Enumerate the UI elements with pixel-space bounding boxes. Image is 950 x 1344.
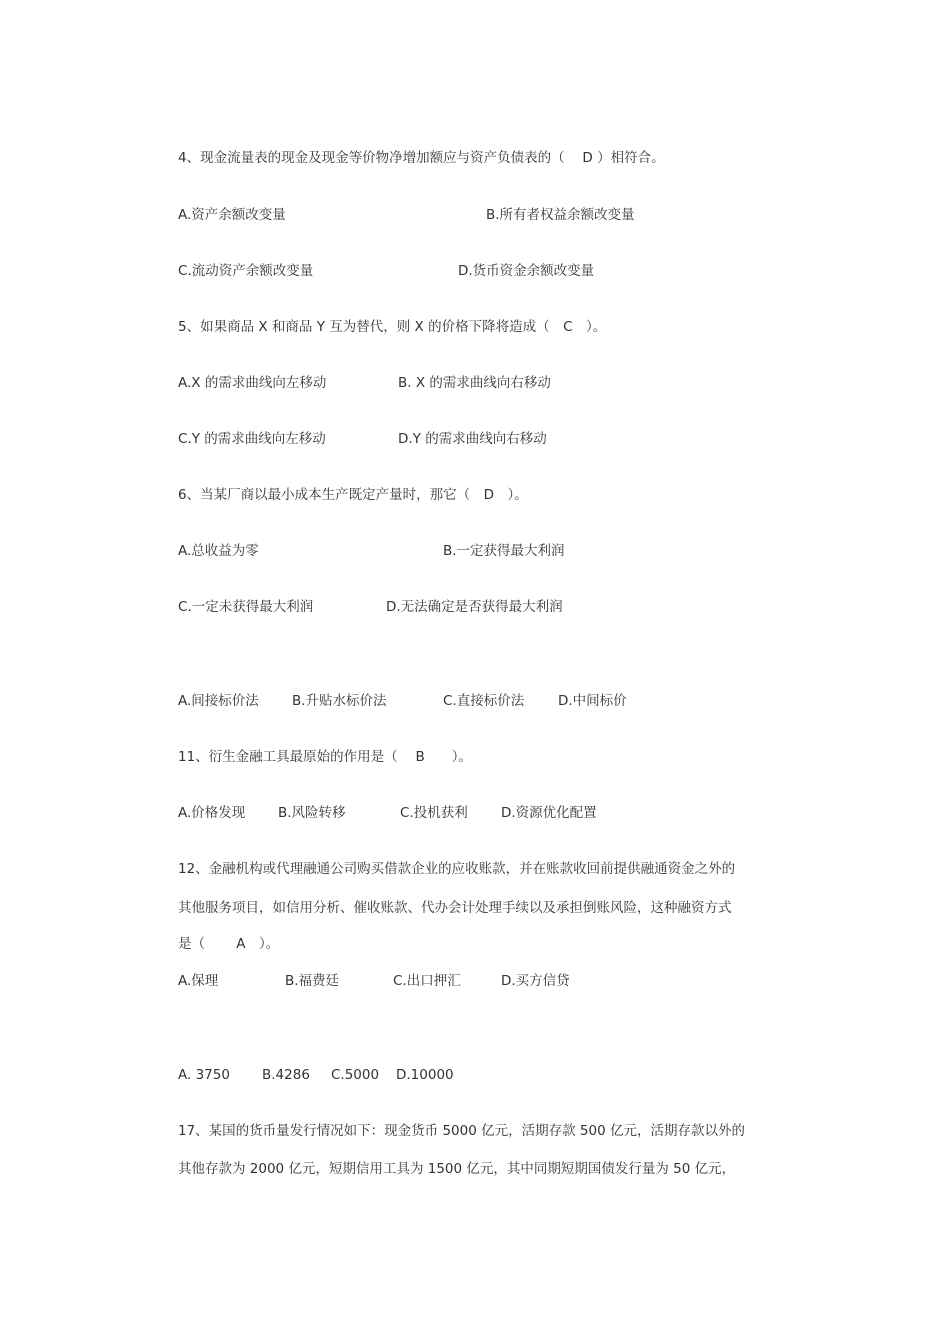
question-16-option-c: C.5000 bbox=[331, 1067, 380, 1083]
question-12-option-d: D.买方信贷 bbox=[501, 973, 570, 989]
question-12-option-a: A.保理 bbox=[178, 973, 219, 989]
question-10-option-d: D.中间标价 bbox=[558, 693, 627, 709]
question-12-stem-line-1: 12、金融机构或代理融通公司购买借款企业的应收账款，并在账款收回前提供融通资金之外的 bbox=[178, 861, 736, 877]
question-16-option-a: A. 3750 bbox=[178, 1067, 230, 1083]
question-5-option-c: C.Y 的需求曲线向左移动 bbox=[178, 431, 326, 447]
question-5-option-a: A.X 的需求曲线向左移动 bbox=[178, 375, 327, 391]
question-17-stem-line-1: 17、某国的货币量发行情况如下：现金货币 5000 亿元，活期存款 500 亿元，活期存款以外的 bbox=[178, 1123, 745, 1139]
question-4-stem: 4、现金流量表的现金及现金等价物净增加额应与资产负债表的（ D ）相符合。 bbox=[178, 150, 665, 166]
question-17-stem-line-2: 其他存款为 2000 亿元，短期信用工具为 1500 亿元，其中同期短期国债发行量为 50 亿元， bbox=[178, 1161, 736, 1177]
question-11-stem: 11、衍生金融工具最原始的作用是（ B ）。 bbox=[178, 749, 472, 765]
question-4-option-a: A.资产余额改变量 bbox=[178, 207, 286, 223]
question-4-option-b: B.所有者权益余额改变量 bbox=[486, 207, 635, 223]
question-12-option-c: C.出口押汇 bbox=[393, 973, 461, 989]
question-6-option-b: B.一定获得最大利润 bbox=[443, 543, 565, 559]
question-10-option-a: A.间接标价法 bbox=[178, 693, 259, 709]
question-6-option-c: C.一定未获得最大利润 bbox=[178, 599, 314, 615]
question-11-option-d: D.资源优化配置 bbox=[501, 805, 597, 821]
question-6-stem: 6、当某厂商以最小成本生产既定产量时，那它（ D ）。 bbox=[178, 487, 528, 503]
question-5-option-b: B. X 的需求曲线向右移动 bbox=[398, 375, 551, 391]
question-11-option-a: A.价格发现 bbox=[178, 805, 246, 821]
question-4-option-d: D.货币资金余额改变量 bbox=[458, 263, 595, 279]
question-11-option-c: C.投机获利 bbox=[400, 805, 468, 821]
question-16-option-b: B.4286 bbox=[262, 1067, 310, 1083]
question-12-stem-line-2: 其他服务项目，如信用分析、催收账款、代办会计处理手续以及承担倒账风险，这种融资方式 bbox=[178, 900, 732, 916]
question-6-option-a: A.总收益为零 bbox=[178, 543, 259, 559]
question-12-option-b: B.福费廷 bbox=[285, 973, 340, 989]
question-4-option-c: C.流动资产余额改变量 bbox=[178, 263, 314, 279]
question-11-option-b: B.风险转移 bbox=[278, 805, 346, 821]
question-16-option-d: D.10000 bbox=[396, 1067, 454, 1083]
question-10-option-b: B.升贴水标价法 bbox=[292, 693, 387, 709]
question-5-option-d: D.Y 的需求曲线向右移动 bbox=[398, 431, 547, 447]
question-12-stem-line-3: 是（ A ）。 bbox=[178, 936, 280, 952]
question-10-option-c: C.直接标价法 bbox=[443, 693, 525, 709]
question-6-option-d: D.无法确定是否获得最大利润 bbox=[386, 599, 563, 615]
question-5-stem: 5、如果商品 X 和商品 Y 互为替代，则 X 的价格下降将造成（ C ）。 bbox=[178, 319, 607, 335]
